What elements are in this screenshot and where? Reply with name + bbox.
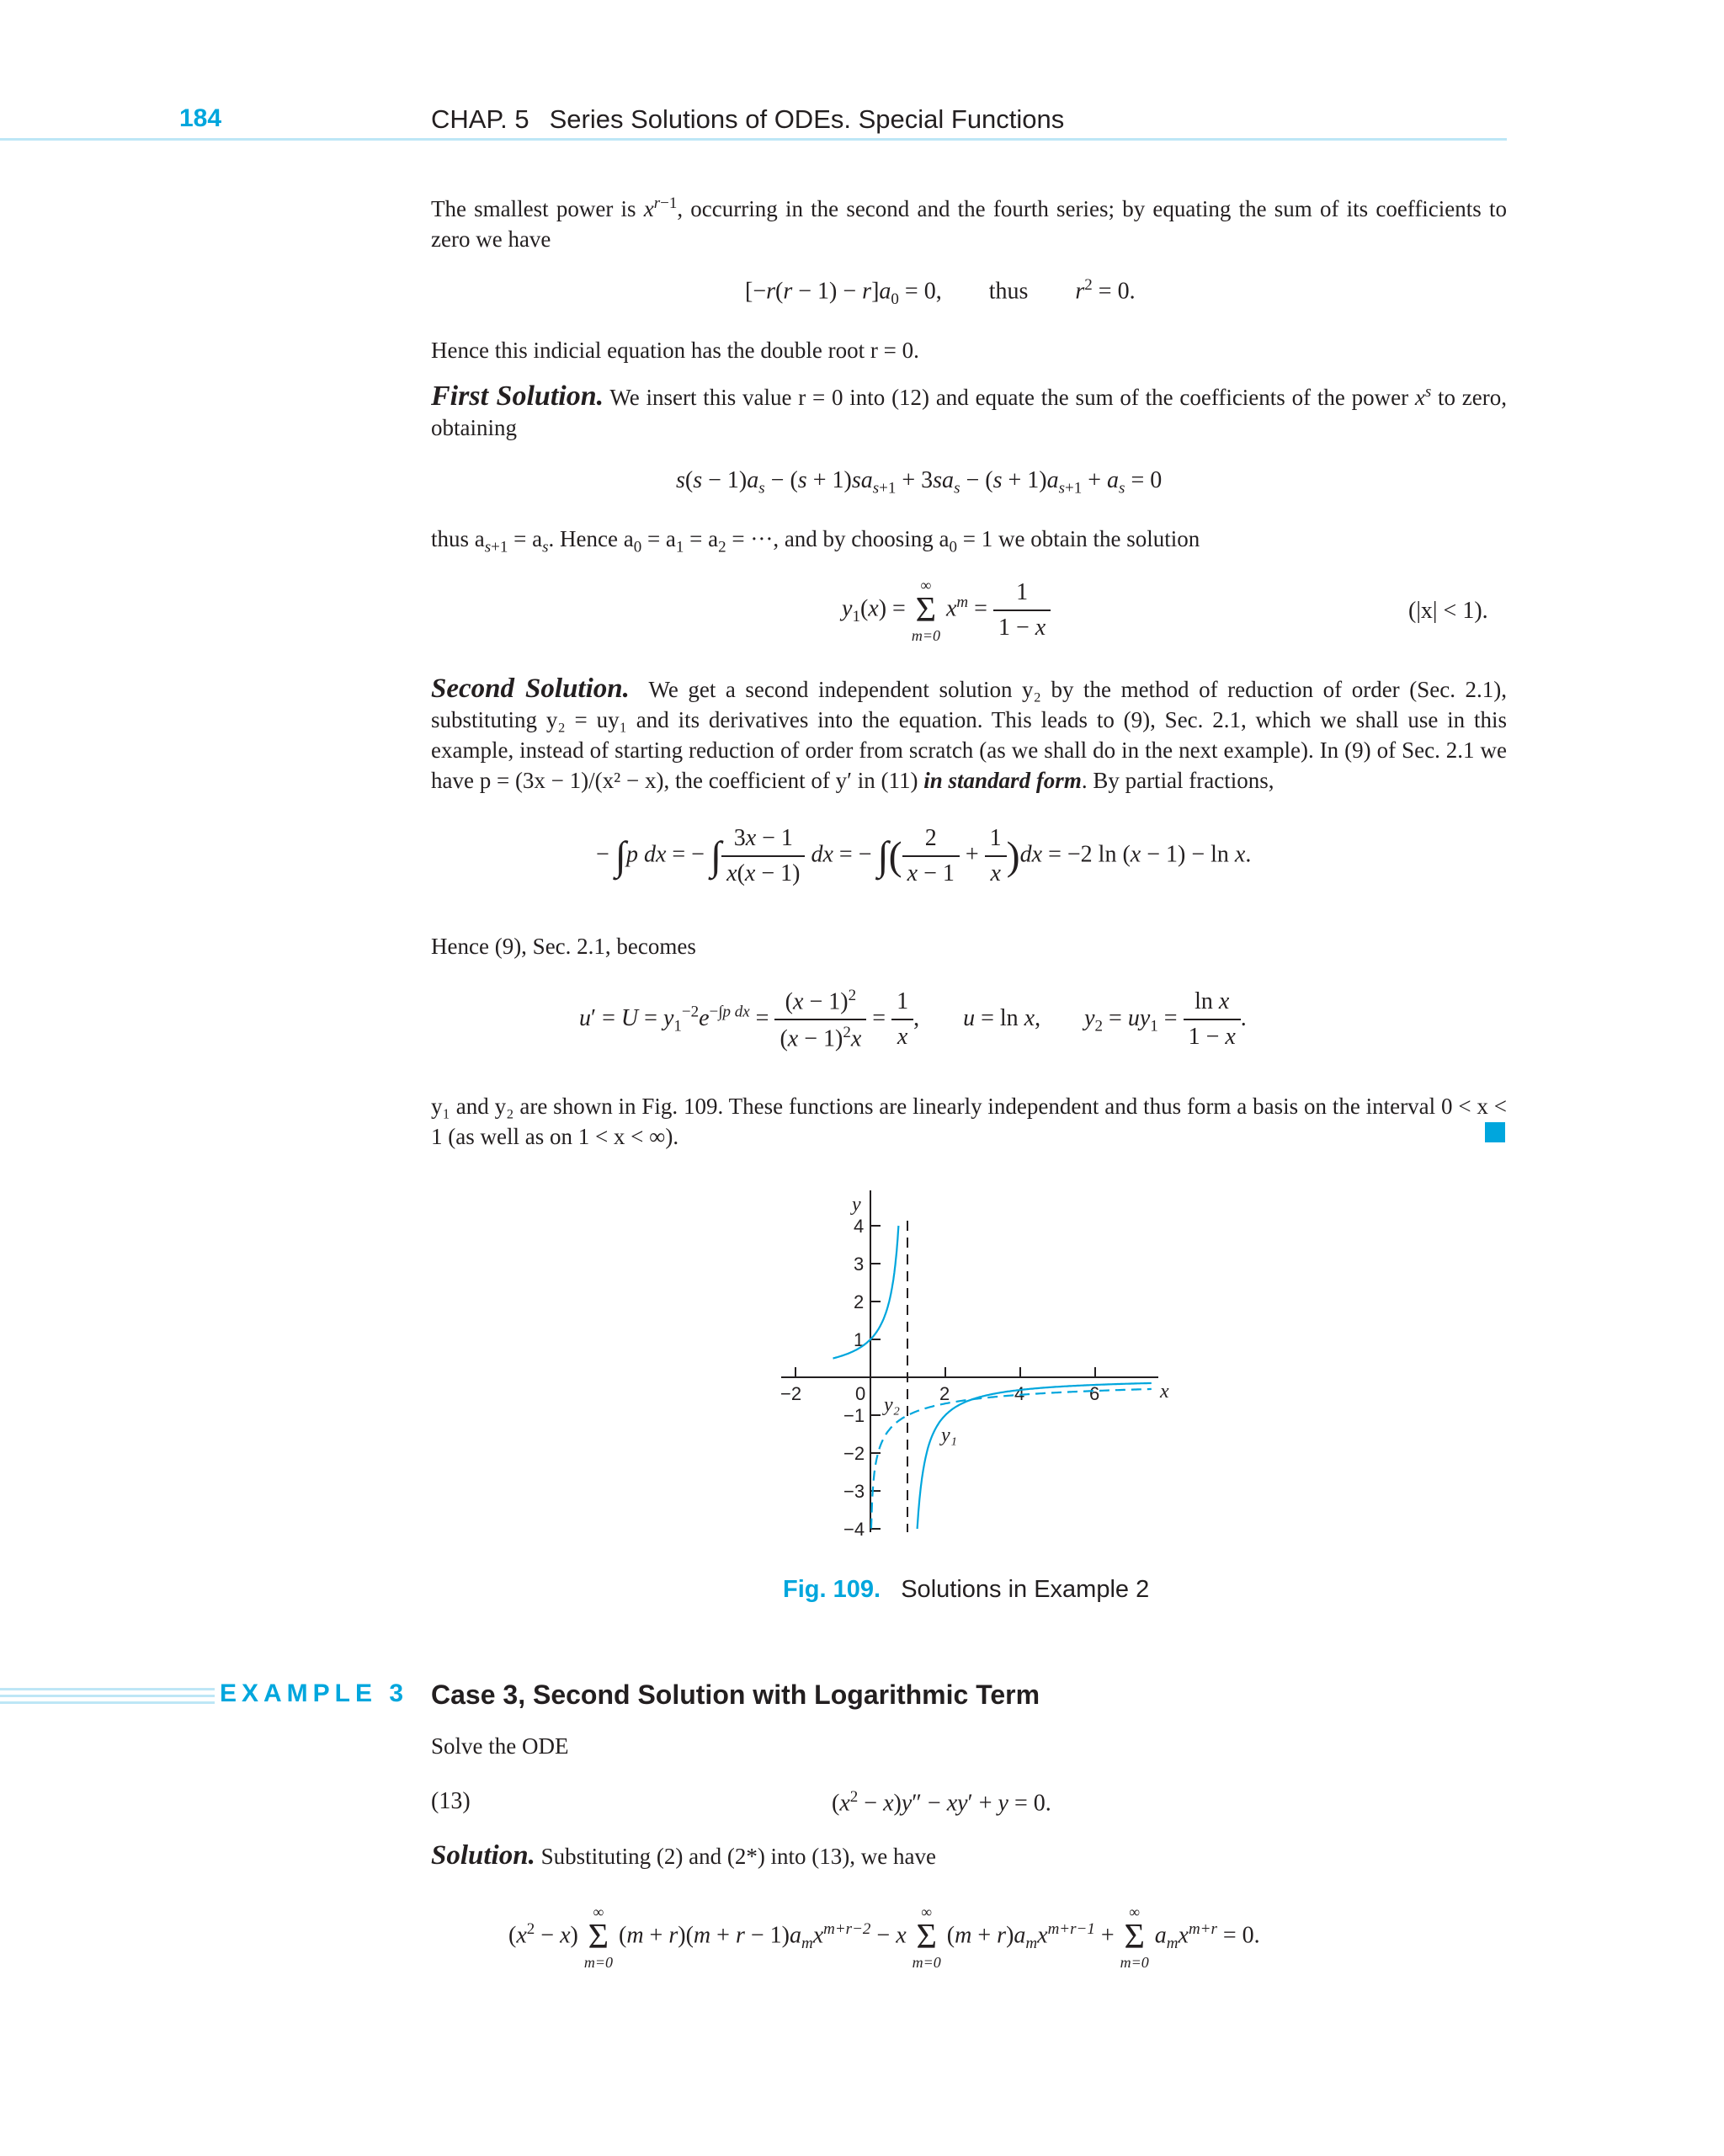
y-tick-label: 1 [854, 1329, 865, 1350]
y-axis-label: y [852, 1194, 861, 1216]
paragraph-hence-9: Hence (9), Sec. 2.1, becomes [431, 934, 696, 959]
paragraph-solve-ode: Solve the ODE [431, 1733, 569, 1759]
header-rule [0, 138, 1507, 141]
ode-13: $(x^2 - x)y'' - xy' + y = 0$. [832, 1788, 1051, 1817]
first-solution-heading: First Solution. [431, 381, 604, 412]
figure-caption [783, 1576, 1149, 1604]
x-tick-label: −2 [780, 1383, 802, 1404]
y-tick-label: −2 [843, 1443, 865, 1464]
page-number: 184 [179, 104, 222, 132]
paragraph-double-root: Hence this indicial equation has the double root r = 0. [431, 338, 919, 363]
solution-paragraph: Solution. Substituting (2) and (2*) into (13), we have [431, 1840, 936, 1871]
second-solution-heading: Second Solution. [431, 673, 630, 704]
first-solution-paragraph: First Solution. We insert this value r = 0 into (12) and equate the sum of the coefficients of the power $x^s$ to zero, obtaining [431, 381, 1507, 440]
y-tick-label: 2 [854, 1291, 865, 1312]
paragraph-basis: y₁ and y₂ are shown in Fig. 109. These functions are linearly independent and thus form a basis on the interval 0 < x < 1 (as well as on 1 < x < ∞). [431, 1094, 1507, 1149]
figure-caption-label: Fig. 109. [783, 1576, 881, 1603]
partial-fractions-equation: − ∫p dx = − ∫ $\frac{3x - 1}{x(x - 1)}$ dx = − ∫( $\frac{2}{x - 1}$ + $\frac{1}{x}$ )dx = −2 ln (x − 1) − ln x. [596, 825, 1252, 886]
figure-caption-text: Solutions in Example 2 [901, 1576, 1150, 1603]
x-tick-label: 4 [1014, 1383, 1025, 1404]
y-tick-label: −4 [843, 1519, 865, 1540]
example-title: Case 3, Second Solution with Logarithmic Term [431, 1680, 1040, 1710]
y-tick-label: 3 [854, 1254, 865, 1275]
solution-heading: Solution. [431, 1840, 535, 1871]
y1-curve-left [833, 1226, 899, 1359]
equation-number-13: (13) [431, 1788, 471, 1814]
y2-curve-label: y₂ [884, 1394, 900, 1416]
x-tick-label: 0 [855, 1383, 866, 1404]
y1-equation: $y_1(x)$ = ∞ Σ m=0 $x^m$ = $\frac{1}{1 - x}$ [842, 578, 1051, 643]
y2-curve [871, 1389, 1152, 1529]
y1-curve-label: y₁ [941, 1424, 957, 1446]
running-head [431, 104, 1064, 135]
series-substitution-equation: $(x^2 - x)$ ∞ Σ m=0 $(m + r)(m + r - 1)a_mx^{m+r-2} - x$ ∞ Σ m=0 $(m + r)a_mx^{m+r-1}$ + ∞ Σ m=0 $a_mx^{m+r} = 0$. [508, 1903, 1260, 1971]
x-axis-label: x [1160, 1381, 1169, 1403]
chapter-title: Series Solutions of ODEs. Special Functions [549, 104, 1065, 134]
chapter-number: CHAP. 5 [431, 104, 529, 134]
second-solution-paragraph: Second Solution. We get a second independent solution y₂ by the method of reduction of order (Sec. 2.1), substituting y₂ = uy₁ and its derivatives into the equation. This leads to (9), Sec. 2.1, which we shall use in this example, instead of starting reduction of order from scratch (as we shall do in the next example). In (9) of Sec. 2.1 we have p = (3x − 1)/(x² − x), the coefficient of y′ in (11) in standard form. By partial fractions, [431, 673, 1507, 793]
u-prime-equation: $u' = U = y_1^{-2}e^{-\int p dx}$ = $\frac{(x - 1)^2}{(x - 1)^2x}$ = $\frac{1}{x}$ , u = ln x, $y_2 = uy_1$ = $\frac{\text{ln x}}{1 - x}$ . [579, 987, 1247, 1052]
indicial-equation: $[-r(r - 1) - r]a_0 = 0$, thus $r^2 = 0$. [745, 276, 1136, 308]
x-tick-label: 6 [1089, 1383, 1100, 1404]
y1-range: (|x| < 1). [1408, 598, 1488, 624]
figure-109-plot [758, 1179, 1179, 1549]
y-tick-label: −3 [843, 1481, 865, 1502]
paragraph-smallest-power: The smallest power is $x^{r-1}$, occurring in the second and the fourth series; by equating the sum of its coefficients to zero we have [431, 194, 1507, 252]
recursion-equation: $s(s - 1)a_s - (s + 1)sa_{s+1} + 3sa_s - (s + 1)a_{s+1} + a_s = 0$ [676, 467, 1163, 498]
x-tick-label: 2 [939, 1383, 950, 1404]
y-tick-label: −1 [843, 1405, 865, 1426]
end-of-proof-square [1485, 1122, 1505, 1142]
y1-curve-right [918, 1383, 1152, 1529]
example-label: EXAMPLE 3 [215, 1680, 408, 1708]
y-tick-label: 4 [854, 1216, 865, 1237]
paragraph-coefficients: thus $a_{s+1} = a_s$. Hence $a_0 = a_1 = a_2$ = ···, and by choosing $a_0 = 1$ we obtain the solution [431, 526, 1200, 556]
